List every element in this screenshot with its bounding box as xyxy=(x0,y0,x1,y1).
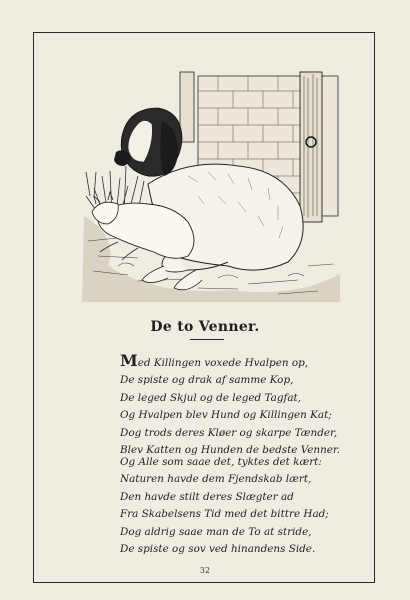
poem-line: De spiste og drak af samme Kop, xyxy=(120,374,294,387)
poem-line xyxy=(120,351,370,372)
page-title: De to Venner. xyxy=(150,319,260,335)
poem-line: Den havde stilt deres Slægter ad xyxy=(120,490,294,503)
title-rule xyxy=(190,339,224,340)
poem-line: Dog aldrig saae man de To at stride, xyxy=(120,525,312,538)
poem-line: De spiste og sov ved hinandens Side. xyxy=(120,543,316,556)
poem-stanza-1 xyxy=(120,351,370,459)
poem-line: Dog trods deres Kløer og skarpe Tænder, xyxy=(120,426,338,439)
poem-line: Og Hvalpen blev Hund og Killingen Kat; xyxy=(120,409,332,422)
dog-and-cat-engraving-icon xyxy=(78,66,348,302)
poem-line: Blev Katten og Hunden de bedste Venner. xyxy=(120,444,341,457)
poem-line: Og Alle som saae det, tyktes det kært: xyxy=(120,456,322,468)
poem-line: De leged Skjul og de leged Tagfat, xyxy=(120,391,301,404)
poem-stanza-2 xyxy=(120,454,370,558)
poem-line-text: ed Killingen voxede Hvalpen op, xyxy=(137,357,309,369)
drop-cap: M xyxy=(120,351,138,370)
poem-line: Naturen havde dem Fjendskab lært, xyxy=(120,473,312,486)
page-number: 32 xyxy=(199,566,211,575)
poem-line: Fra Skabelsens Tid med det bittre Had; xyxy=(120,508,329,521)
